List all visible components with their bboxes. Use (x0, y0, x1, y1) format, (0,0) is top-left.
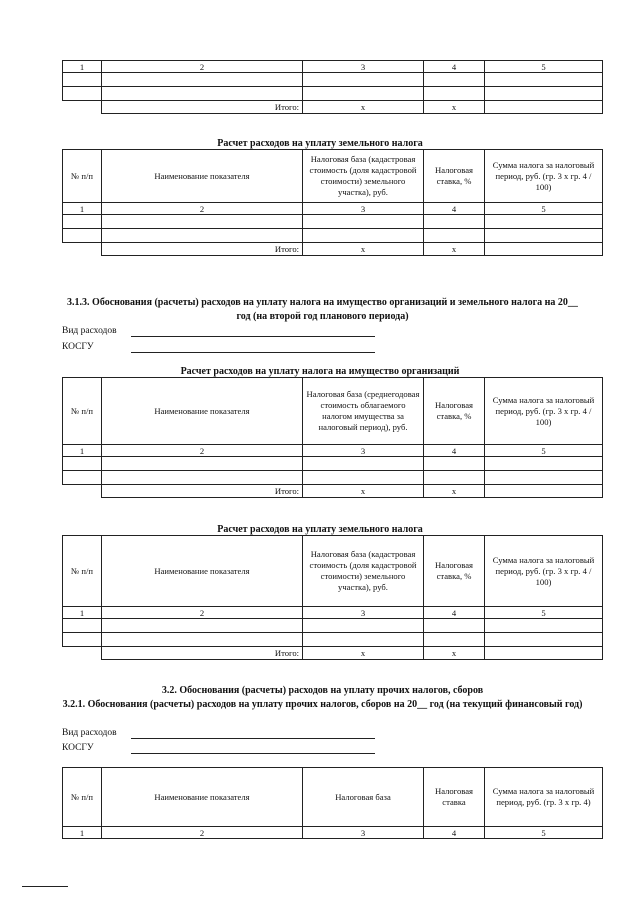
table-cell (102, 471, 303, 485)
total-x: х (303, 485, 424, 498)
header-rate: Налоговая ставка, % (424, 536, 485, 607)
table-cell (102, 87, 303, 101)
col-number-cell: 3 (303, 445, 424, 457)
table-cell (424, 633, 485, 647)
table-cell (485, 229, 603, 243)
header-name: Наименование показателя (102, 378, 303, 445)
col-number-cell: 3 (303, 203, 424, 215)
total-label: Итого: (102, 647, 303, 660)
land-tax-title-1: Расчет расходов на уплату земельного налога (217, 138, 423, 149)
total-x: х (424, 647, 485, 660)
table-cell (63, 229, 102, 243)
total-x: х (303, 243, 424, 256)
table-cell (102, 633, 303, 647)
header-base: Налоговая база (303, 768, 424, 827)
col-number-cell: 3 (303, 61, 424, 73)
table-cell (303, 73, 424, 87)
col-number-cell: 5 (485, 827, 603, 839)
col-number-cell: 2 (102, 61, 303, 73)
table-cell (63, 73, 102, 87)
table-cell (424, 215, 485, 229)
header-num: № п/п (63, 378, 102, 445)
header-base: Налоговая база (среднегодовая стоимость облагаемого налогом имущества за налоговый период), руб. (303, 378, 424, 445)
header-sum: Сумма налога за налоговый период, руб. (гр. 3 х гр. 4 / 100) (485, 536, 603, 607)
table-cell (303, 87, 424, 101)
col-number-cell: 2 (102, 445, 303, 457)
col-number-cell: 4 (424, 61, 485, 73)
col-number-cell: 1 (63, 607, 102, 619)
col-number-cell: 5 (485, 607, 603, 619)
header-rate: Налоговая ставка, % (424, 150, 485, 203)
total-label: Итого: (102, 243, 303, 256)
kosgu-label: КОСГУ (62, 342, 94, 352)
table-cell (485, 87, 603, 101)
table-cell (485, 73, 603, 87)
table-cell (63, 457, 102, 471)
col-number-cell: 3 (303, 827, 424, 839)
land-tax-title-2: Расчет расходов на уплату земельного налога (217, 524, 423, 535)
section-3-1-3-heading: 3.1.3. Обоснования (расчеты) расходов на уплату налога на имущество организаций и земельного налога на 20__ год (на второй год планового периода) (67, 297, 578, 322)
col-number-cell: 2 (102, 827, 303, 839)
col-number-cell: 2 (102, 607, 303, 619)
header-name: Наименование показателя (102, 768, 303, 827)
header-name: Наименование показателя (102, 536, 303, 607)
table-cell (485, 215, 603, 229)
vid-rashodov-label: Вид расходов (62, 326, 117, 336)
total-x: х (424, 485, 485, 498)
property-tax-title: Расчет расходов на уплату налога на имущество организаций (180, 366, 460, 377)
total-label: Итого: (102, 485, 303, 498)
header-base: Налоговая база (кадастровая стоимость (доля кадастровой стоимости) земельного участка), руб. (303, 536, 424, 607)
total-x: х (424, 101, 485, 114)
header-base: Налоговая база (кадастровая стоимость (доля кадастровой стоимости) земельного участка), руб. (303, 150, 424, 203)
total-sum-cell (485, 647, 603, 660)
footnote-separator (22, 886, 68, 887)
col-number-cell: 5 (485, 61, 603, 73)
vid-rashodov-line (131, 336, 375, 337)
table-cell (102, 619, 303, 633)
other-taxes-table (62, 767, 603, 839)
col-number-cell: 1 (63, 61, 102, 73)
col-number-cell: 5 (485, 445, 603, 457)
header-num: № п/п (63, 768, 102, 827)
table-cell (485, 633, 603, 647)
section-3-2-1-heading: 3.2.1. Обоснования (расчеты) расходов на уплату прочих налогов, сборов на 20__ год (на текущий финансовый год) (62, 699, 583, 710)
vid-rashodov-line (131, 738, 375, 739)
land-tax-table-1 (62, 149, 603, 256)
top-table-continuation (62, 60, 603, 114)
table-cell (102, 229, 303, 243)
property-tax-table (62, 377, 603, 498)
kosgu-line (131, 753, 375, 754)
table-cell (485, 471, 603, 485)
table-cell (485, 619, 603, 633)
table-cell (303, 215, 424, 229)
col-number-cell: 4 (424, 445, 485, 457)
col-number-cell: 4 (424, 827, 485, 839)
total-label: Итого: (102, 101, 303, 114)
kosgu-label: КОСГУ (62, 743, 94, 753)
header-rate: Налоговая ставка, % (424, 378, 485, 445)
col-number-cell: 5 (485, 203, 603, 215)
table-cell (63, 471, 102, 485)
kosgu-line (131, 352, 375, 353)
header-num: № п/п (63, 536, 102, 607)
table-cell (303, 229, 424, 243)
col-number-cell: 3 (303, 607, 424, 619)
total-x: х (424, 243, 485, 256)
total-sum-cell (485, 243, 603, 256)
table-cell (424, 471, 485, 485)
total-x: х (303, 101, 424, 114)
table-cell (63, 633, 102, 647)
land-tax-table-2 (62, 535, 603, 660)
table-cell (63, 215, 102, 229)
total-sum-cell (485, 485, 603, 498)
table-cell (303, 619, 424, 633)
table-cell (424, 457, 485, 471)
table-cell (102, 457, 303, 471)
header-num: № п/п (63, 150, 102, 203)
table-cell (102, 215, 303, 229)
table-cell (63, 87, 102, 101)
table-cell (485, 457, 603, 471)
header-sum: Сумма налога за налоговый период, руб. (гр. 3 х гр. 4 / 100) (485, 378, 603, 445)
col-number-cell: 1 (63, 827, 102, 839)
table-cell (303, 471, 424, 485)
table-cell (303, 457, 424, 471)
table-cell (424, 73, 485, 87)
table-cell (424, 87, 485, 101)
col-number-cell: 2 (102, 203, 303, 215)
header-sum: Сумма налога за налоговый период, руб. (гр. 3 х гр. 4) (485, 768, 603, 827)
col-number-cell: 1 (63, 203, 102, 215)
total-x: х (303, 647, 424, 660)
header-name: Наименование показателя (102, 150, 303, 203)
col-number-cell: 4 (424, 203, 485, 215)
header-rate: Налоговая ставка (424, 768, 485, 827)
col-number-cell: 1 (63, 445, 102, 457)
section-3-2-heading: 3.2. Обоснования (расчеты) расходов на уплату прочих налогов, сборов (161, 685, 484, 696)
table-cell (424, 619, 485, 633)
table-cell (63, 619, 102, 633)
table-cell (303, 633, 424, 647)
total-sum-cell (485, 101, 603, 114)
table-cell (102, 73, 303, 87)
table-cell (424, 229, 485, 243)
header-sum: Сумма налога за налоговый период, руб. (гр. 3 х гр. 4 / 100) (485, 150, 603, 203)
col-number-cell: 4 (424, 607, 485, 619)
vid-rashodov-label: Вид расходов (62, 728, 117, 738)
